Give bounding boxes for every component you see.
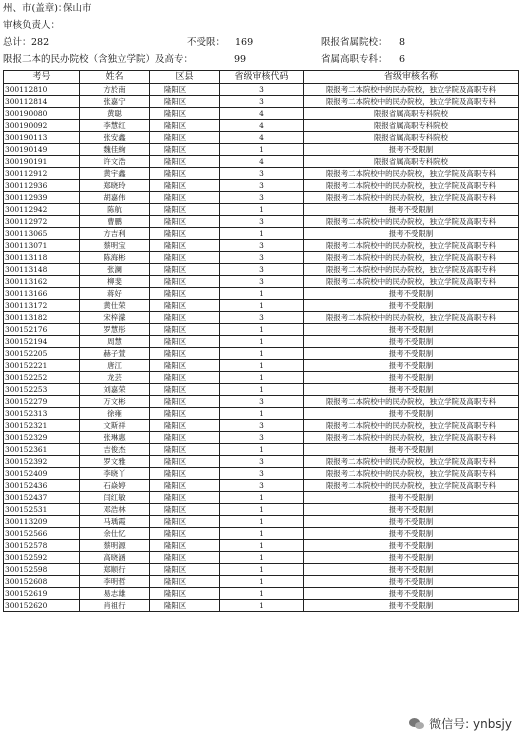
column-header-exam-number: 考号 — [4, 71, 80, 84]
cell-name: 周慧 — [80, 336, 150, 348]
cell-review-name: 报考不受限制 — [304, 204, 519, 216]
cell-exam-number: 300152608 — [4, 576, 80, 588]
cell-district: 隆阳区 — [150, 336, 220, 348]
cell-review-name: 报考不受限制 — [304, 228, 519, 240]
cell-district: 隆阳区 — [150, 444, 220, 456]
cell-district: 隆阳区 — [150, 144, 220, 156]
cell-name: 蔡明源 — [80, 540, 150, 552]
table-row — [4, 240, 519, 252]
cell-review-name: 报考不受限制 — [304, 144, 519, 156]
table-row — [4, 600, 519, 612]
vocational-label: 省属高职专科： — [321, 54, 388, 65]
cell-review-code: 3 — [220, 168, 304, 180]
cell-review-code: 1 — [220, 528, 304, 540]
table-header-row — [4, 71, 519, 84]
cell-review-name: 限报省属高职专科院校 — [304, 120, 519, 132]
cell-name: 蒋好 — [80, 288, 150, 300]
column-header-review-code: 省级审核代码 — [220, 71, 304, 84]
cell-review-code: 3 — [220, 468, 304, 480]
cell-review-name: 报考不受限制 — [304, 444, 519, 456]
total-value: 282 — [31, 37, 50, 48]
table-row — [4, 528, 519, 540]
cell-review-code: 1 — [220, 348, 304, 360]
cell-review-name: 限报考二本院校中的民办院校，独立学院及高职专科 — [304, 420, 519, 432]
reviewer-label: 审核负责人： — [3, 20, 61, 31]
cell-exam-number: 300112912 — [4, 168, 80, 180]
cell-district: 隆阳区 — [150, 408, 220, 420]
cell-review-name: 限报考二本院校中的民办院校，独立学院及高职专科 — [304, 240, 519, 252]
table-row — [4, 312, 519, 324]
cell-exam-number: 300152221 — [4, 360, 80, 372]
cell-exam-number: 300113182 — [4, 312, 80, 324]
table-row — [4, 468, 519, 480]
table-row — [4, 504, 519, 516]
cell-review-code: 3 — [220, 396, 304, 408]
cell-review-name: 报考不受限制 — [304, 336, 519, 348]
cell-name: 邓浩林 — [80, 504, 150, 516]
table-row — [4, 156, 519, 168]
cell-district: 隆阳区 — [150, 540, 220, 552]
cell-district: 隆阳区 — [150, 288, 220, 300]
vocational-value: 6 — [399, 54, 406, 65]
cell-name: 胡嘉伟 — [80, 192, 150, 204]
table-row — [4, 276, 519, 288]
cell-review-name: 报考不受限制 — [304, 324, 519, 336]
cell-name: 万文彬 — [80, 396, 150, 408]
table-row — [4, 216, 519, 228]
cell-review-name: 限报考二本院校中的民办院校，独立学院及高职专科 — [304, 468, 519, 480]
table-row — [4, 552, 519, 564]
cell-exam-number: 300152531 — [4, 504, 80, 516]
cell-review-code: 3 — [220, 240, 304, 252]
cell-name: 张澜 — [80, 264, 150, 276]
table-row — [4, 564, 519, 576]
cell-district: 隆阳区 — [150, 120, 220, 132]
cell-name: 马瑀霞 — [80, 516, 150, 528]
table-row — [4, 192, 519, 204]
cell-exam-number: 300152279 — [4, 396, 80, 408]
cell-review-code: 1 — [220, 372, 304, 384]
cell-review-code: 1 — [220, 564, 304, 576]
table-row — [4, 492, 519, 504]
cell-exam-number: 300190092 — [4, 120, 80, 132]
cell-review-code: 1 — [220, 288, 304, 300]
table-body — [4, 84, 519, 612]
cell-review-name: 限报考二本院校中的民办院校，独立学院及高职专科 — [304, 480, 519, 492]
cell-review-code: 1 — [220, 588, 304, 600]
cell-name: 曹鹏 — [80, 216, 150, 228]
provincial-value: 8 — [399, 37, 406, 48]
cell-exam-number: 300113172 — [4, 300, 80, 312]
cell-name: 张嘉宁 — [80, 96, 150, 108]
cell-district: 隆阳区 — [150, 228, 220, 240]
cell-name: 文斯祥 — [80, 420, 150, 432]
cell-name: 罗慧彤 — [80, 324, 150, 336]
cell-exam-number: 300190149 — [4, 144, 80, 156]
cell-name: 易志雄 — [80, 588, 150, 600]
cell-review-code: 4 — [220, 156, 304, 168]
cell-review-name: 限报考二本院校中的民办院校，独立学院及高职专科 — [304, 456, 519, 468]
cell-exam-number: 300152620 — [4, 600, 80, 612]
cell-district: 隆阳区 — [150, 432, 220, 444]
cell-exam-number: 300152176 — [4, 324, 80, 336]
table-row — [4, 408, 519, 420]
cell-district: 隆阳区 — [150, 264, 220, 276]
table-row — [4, 180, 519, 192]
cell-review-name: 限报考二本院校中的民办院校，独立学院及高职专科 — [304, 168, 519, 180]
cell-district: 隆阳区 — [150, 588, 220, 600]
cell-name: 唐江 — [80, 360, 150, 372]
table-row — [4, 540, 519, 552]
cell-exam-number: 300152253 — [4, 384, 80, 396]
cell-district: 隆阳区 — [150, 456, 220, 468]
cell-name: 石焱婷 — [80, 480, 150, 492]
cell-name: 高晓涵 — [80, 552, 150, 564]
cell-name: 魏佳絢 — [80, 144, 150, 156]
cell-review-name: 限报考二本院校中的民办院校，独立学院及高职专科 — [304, 252, 519, 264]
cell-district: 隆阳区 — [150, 156, 220, 168]
cell-review-name: 报考不受限制 — [304, 504, 519, 516]
cell-exam-number: 300113162 — [4, 276, 80, 288]
cell-review-code: 1 — [220, 300, 304, 312]
cell-district: 隆阳区 — [150, 600, 220, 612]
cell-district: 隆阳区 — [150, 252, 220, 264]
cell-exam-number: 300112814 — [4, 96, 80, 108]
cell-exam-number: 300190191 — [4, 156, 80, 168]
cell-district: 隆阳区 — [150, 384, 220, 396]
table-row — [4, 288, 519, 300]
cell-review-code: 1 — [220, 204, 304, 216]
cell-review-name: 限报考二本院校中的民办院校，独立学院及高职专科 — [304, 84, 519, 96]
cell-district: 隆阳区 — [150, 360, 220, 372]
cell-exam-number: 300152578 — [4, 540, 80, 552]
cell-review-name: 限报省属高职专科院校 — [304, 108, 519, 120]
column-header-review-name: 省级审核名称 — [304, 71, 519, 84]
cell-exam-number: 300152252 — [4, 372, 80, 384]
region-value: 保山市 — [63, 3, 92, 14]
cell-district: 隆阳区 — [150, 216, 220, 228]
cell-exam-number: 300112810 — [4, 84, 80, 96]
cell-review-name: 报考不受限制 — [304, 492, 519, 504]
cell-review-name: 报考不受限制 — [304, 540, 519, 552]
private-label: 限报二本的民办院校（含独立学院）及高专： — [3, 54, 194, 65]
cell-review-code: 4 — [220, 120, 304, 132]
table-row — [4, 360, 519, 372]
private-value: 99 — [234, 54, 247, 65]
cell-name: 陈航 — [80, 204, 150, 216]
cell-exam-number: 300152437 — [4, 492, 80, 504]
cell-district: 隆阳区 — [150, 576, 220, 588]
cell-review-code: 1 — [220, 408, 304, 420]
table-row — [4, 252, 519, 264]
cell-district: 隆阳区 — [150, 108, 220, 120]
cell-district: 隆阳区 — [150, 396, 220, 408]
cell-review-name: 报考不受限制 — [304, 516, 519, 528]
cell-review-code: 1 — [220, 600, 304, 612]
cell-name: 方吉利 — [80, 228, 150, 240]
cell-review-name: 限报考二本院校中的民办院校，独立学院及高职专科 — [304, 216, 519, 228]
cell-review-name: 报考不受限制 — [304, 528, 519, 540]
cell-exam-number: 300113148 — [4, 264, 80, 276]
cell-exam-number: 300152619 — [4, 588, 80, 600]
cell-district: 隆阳区 — [150, 480, 220, 492]
cell-review-code: 4 — [220, 132, 304, 144]
cell-exam-number: 300113071 — [4, 240, 80, 252]
cell-district: 隆阳区 — [150, 324, 220, 336]
cell-name: 许文浩 — [80, 156, 150, 168]
cell-district: 隆阳区 — [150, 300, 220, 312]
table-row — [4, 204, 519, 216]
column-header-name: 姓名 — [80, 71, 150, 84]
watermark — [405, 713, 516, 734]
table-row — [4, 576, 519, 588]
table-row — [4, 372, 519, 384]
cell-name: 罗文雅 — [80, 456, 150, 468]
cell-district: 隆阳区 — [150, 312, 220, 324]
cell-exam-number: 300152313 — [4, 408, 80, 420]
cell-district: 隆阳区 — [150, 528, 220, 540]
table-row — [4, 264, 519, 276]
cell-review-name: 限报考二本院校中的民办院校，独立学院及高职专科 — [304, 96, 519, 108]
table-row — [4, 456, 519, 468]
cell-district: 隆阳区 — [150, 504, 220, 516]
cell-district: 隆阳区 — [150, 204, 220, 216]
cell-review-name: 报考不受限制 — [304, 408, 519, 420]
cell-review-name: 报考不受限制 — [304, 288, 519, 300]
cell-review-code: 3 — [220, 264, 304, 276]
table-row — [4, 480, 519, 492]
cell-review-code: 4 — [220, 108, 304, 120]
table-row — [4, 384, 519, 396]
cell-district: 隆阳区 — [150, 372, 220, 384]
cell-name: 黄宇鑫 — [80, 168, 150, 180]
cell-review-code: 1 — [220, 576, 304, 588]
cell-review-name: 限报考二本院校中的民办院校，独立学院及高职专科 — [304, 276, 519, 288]
cell-review-name: 报考不受限制 — [304, 552, 519, 564]
cell-name: 徐雍 — [80, 408, 150, 420]
cell-name: 龙芸 — [80, 372, 150, 384]
cell-district: 隆阳区 — [150, 276, 220, 288]
cell-review-code: 1 — [220, 540, 304, 552]
cell-exam-number: 300113065 — [4, 228, 80, 240]
table-row — [4, 396, 519, 408]
table-row — [4, 132, 519, 144]
cell-name: 吉俊杰 — [80, 444, 150, 456]
table-row — [4, 228, 519, 240]
cell-review-code: 1 — [220, 144, 304, 156]
watermark-text: 微信号: ynbsjy — [429, 717, 512, 731]
cell-district: 隆阳区 — [150, 168, 220, 180]
cell-name: 李晓丫 — [80, 468, 150, 480]
cell-district: 隆阳区 — [150, 420, 220, 432]
region-label: 州、市(盖章)： — [3, 3, 68, 14]
cell-name: 柳斐 — [80, 276, 150, 288]
table-row — [4, 96, 519, 108]
cell-exam-number: 300152409 — [4, 468, 80, 480]
cell-review-code: 3 — [220, 96, 304, 108]
table-row — [4, 84, 519, 96]
cell-exam-number: 300152592 — [4, 552, 80, 564]
cell-district: 隆阳区 — [150, 564, 220, 576]
table-row — [4, 348, 519, 360]
table-row — [4, 420, 519, 432]
cell-exam-number: 300152321 — [4, 420, 80, 432]
cell-name: 陈海彬 — [80, 252, 150, 264]
cell-review-code: 3 — [220, 216, 304, 228]
cell-review-code: 3 — [220, 312, 304, 324]
cell-name: 宋梓濛 — [80, 312, 150, 324]
cell-district: 隆阳区 — [150, 132, 220, 144]
cell-review-code: 3 — [220, 192, 304, 204]
cell-review-code: 1 — [220, 516, 304, 528]
cell-review-code: 1 — [220, 228, 304, 240]
cell-review-code: 3 — [220, 456, 304, 468]
cell-district: 隆阳区 — [150, 180, 220, 192]
cell-district: 隆阳区 — [150, 348, 220, 360]
cell-review-code: 3 — [220, 180, 304, 192]
cell-name: 张琳惠 — [80, 432, 150, 444]
table-row — [4, 168, 519, 180]
cell-review-name: 报考不受限制 — [304, 300, 519, 312]
table-row — [4, 108, 519, 120]
cell-exam-number: 300190113 — [4, 132, 80, 144]
wechat-icon — [409, 718, 425, 730]
cell-review-code: 1 — [220, 384, 304, 396]
cell-review-name: 限报考二本院校中的民办院校，独立学院及高职专科 — [304, 396, 519, 408]
cell-review-code: 1 — [220, 552, 304, 564]
cell-review-name: 限报考二本院校中的民办院校，独立学院及高职专科 — [304, 312, 519, 324]
cell-review-code: 1 — [220, 444, 304, 456]
cell-exam-number: 300152598 — [4, 564, 80, 576]
cell-review-name: 限报考二本院校中的民办院校，独立学院及高职专科 — [304, 192, 519, 204]
column-header-district: 区县 — [150, 71, 220, 84]
table-row — [4, 120, 519, 132]
cell-name: 余仕忆 — [80, 528, 150, 540]
cell-district: 隆阳区 — [150, 240, 220, 252]
cell-review-code: 1 — [220, 336, 304, 348]
cell-review-name: 报考不受限制 — [304, 600, 519, 612]
cell-review-code: 3 — [220, 252, 304, 264]
cell-exam-number: 300190080 — [4, 108, 80, 120]
cell-name: 郑顺行 — [80, 564, 150, 576]
cell-exam-number: 300112936 — [4, 180, 80, 192]
cell-review-name: 报考不受限制 — [304, 360, 519, 372]
cell-name: 肖祖行 — [80, 600, 150, 612]
cell-name: 刘嘉荣 — [80, 384, 150, 396]
cell-name: 黄聪 — [80, 108, 150, 120]
cell-exam-number: 300152436 — [4, 480, 80, 492]
cell-review-name: 限报考二本院校中的民办院校，独立学院及高职专科 — [304, 432, 519, 444]
table-row — [4, 300, 519, 312]
cell-review-code: 1 — [220, 324, 304, 336]
cell-district: 隆阳区 — [150, 192, 220, 204]
table-row — [4, 144, 519, 156]
cell-exam-number: 300112972 — [4, 216, 80, 228]
cell-review-name: 报考不受限制 — [304, 576, 519, 588]
cell-name: 郑晓玲 — [80, 180, 150, 192]
table-row — [4, 336, 519, 348]
cell-district: 隆阳区 — [150, 552, 220, 564]
cell-review-name: 限报考二本院校中的民办院校，独立学院及高职专科 — [304, 264, 519, 276]
unlimited-label: 不受限： — [187, 37, 226, 48]
cell-review-code: 3 — [220, 276, 304, 288]
cell-exam-number: 300112939 — [4, 192, 80, 204]
table-row — [4, 588, 519, 600]
cell-review-name: 报考不受限制 — [304, 372, 519, 384]
cell-district: 隆阳区 — [150, 468, 220, 480]
table-row — [4, 516, 519, 528]
cell-review-code: 1 — [220, 492, 304, 504]
cell-exam-number: 300113166 — [4, 288, 80, 300]
cell-review-code: 1 — [220, 504, 304, 516]
table-row — [4, 432, 519, 444]
cell-name: 赫子萱 — [80, 348, 150, 360]
cell-review-name: 报考不受限制 — [304, 564, 519, 576]
cell-name: 蔡明宝 — [80, 240, 150, 252]
cell-exam-number: 300113209 — [4, 516, 80, 528]
cell-exam-number: 300152566 — [4, 528, 80, 540]
cell-exam-number: 300112942 — [4, 204, 80, 216]
cell-review-name: 限报考二本院校中的民办院校，独立学院及高职专科 — [304, 180, 519, 192]
table-row — [4, 444, 519, 456]
cell-review-name: 报考不受限制 — [304, 384, 519, 396]
cell-name: 黄仕荣 — [80, 300, 150, 312]
cell-exam-number: 300113118 — [4, 252, 80, 264]
cell-exam-number: 300152194 — [4, 336, 80, 348]
cell-district: 隆阳区 — [150, 96, 220, 108]
total-label: 总计： — [3, 37, 32, 48]
cell-name: 张安鑫 — [80, 132, 150, 144]
cell-review-code: 3 — [220, 432, 304, 444]
cell-review-code: 3 — [220, 84, 304, 96]
cell-exam-number: 300152205 — [4, 348, 80, 360]
cell-review-name: 限报省属高职专科院校 — [304, 132, 519, 144]
cell-review-name: 报考不受限制 — [304, 588, 519, 600]
cell-name: 方於南 — [80, 84, 150, 96]
table-row — [4, 324, 519, 336]
cell-district: 隆阳区 — [150, 84, 220, 96]
cell-review-name: 限报省属高职专科院校 — [304, 156, 519, 168]
unlimited-value: 169 — [235, 37, 254, 48]
cell-name: 李明哲 — [80, 576, 150, 588]
cell-district: 隆阳区 — [150, 516, 220, 528]
cell-exam-number: 300152361 — [4, 444, 80, 456]
review-table — [3, 70, 519, 612]
cell-district: 隆阳区 — [150, 492, 220, 504]
cell-name: 闫红敏 — [80, 492, 150, 504]
provincial-label: 限报省属院校： — [321, 37, 388, 48]
cell-exam-number: 300152392 — [4, 456, 80, 468]
cell-exam-number: 300152329 — [4, 432, 80, 444]
cell-review-code: 3 — [220, 480, 304, 492]
cell-review-code: 1 — [220, 360, 304, 372]
cell-review-name: 报考不受限制 — [304, 348, 519, 360]
cell-name: 李慧红 — [80, 120, 150, 132]
cell-review-code: 3 — [220, 420, 304, 432]
